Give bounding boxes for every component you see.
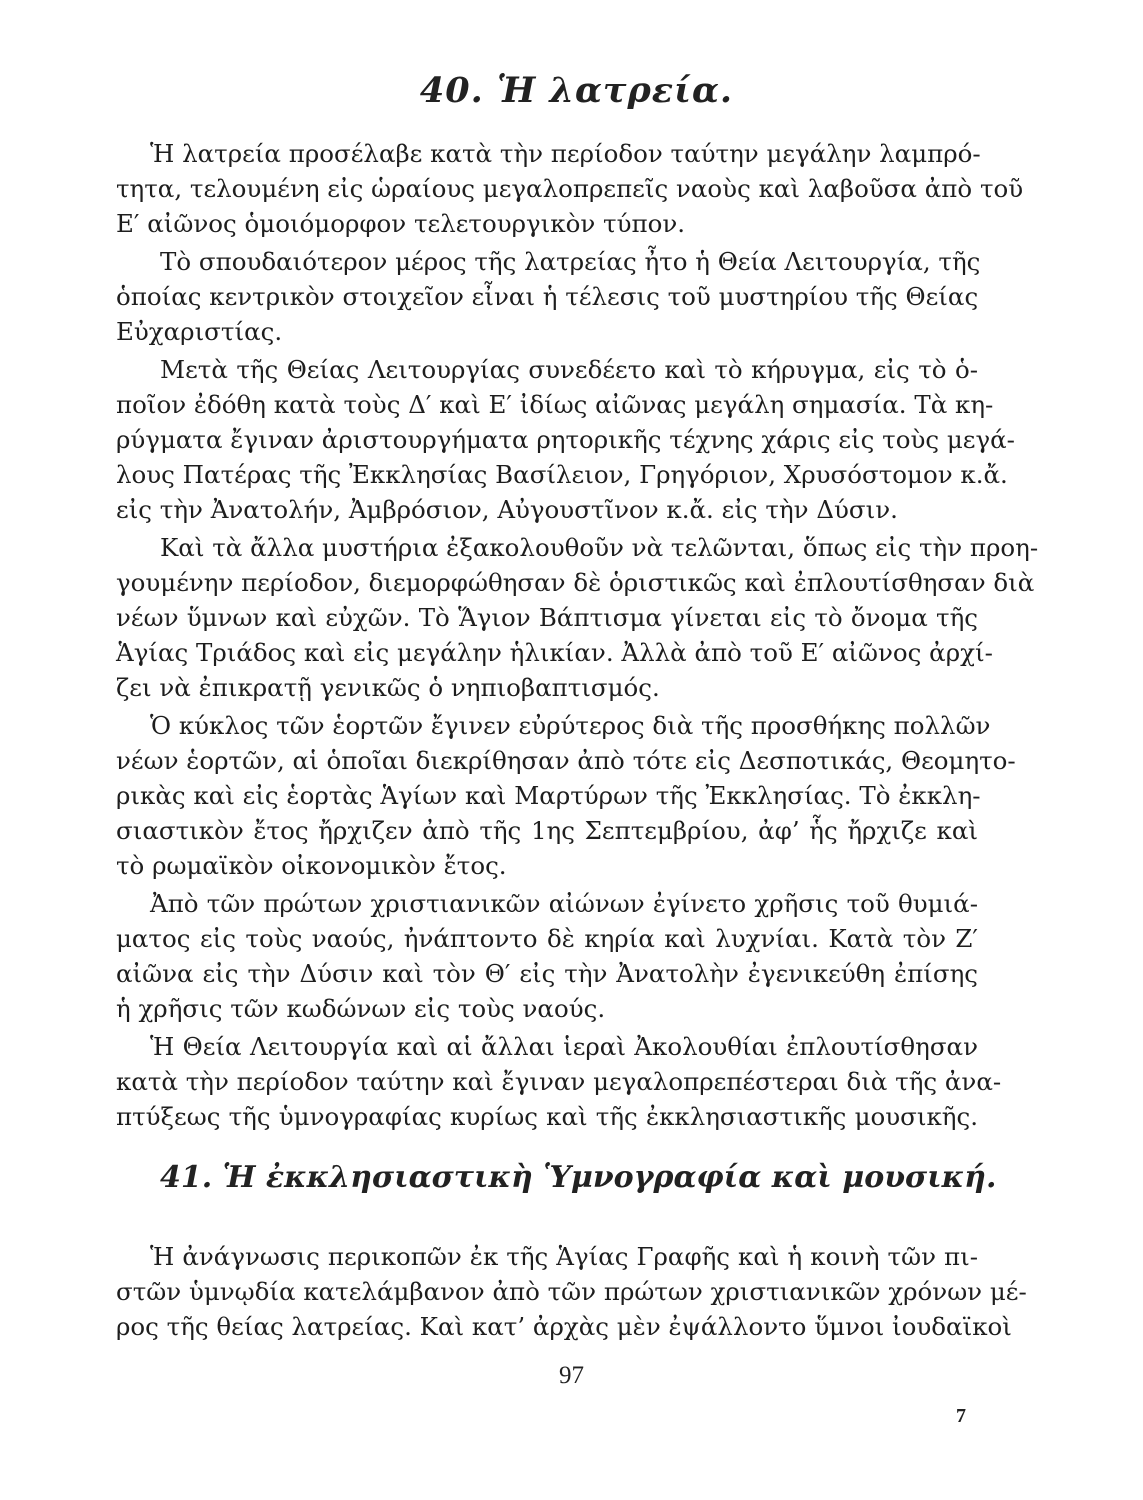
text-line: Καὶ τὰ ἄλλα μυστήρια ἐξακολουθοῦν νὰ τελῶνται, ὅπως εἰς τὴν προη-	[160, 533, 1039, 562]
text-line: κατὰ τὴν περίοδον ταύτην καὶ ἔγιναν μεγαλοπρεπέστεραι διὰ τῆς ἀνα-	[116, 1067, 1002, 1096]
text-line: Ἡ λατρεία προσέλαβε κατὰ τὴν περίοδον ταύτην μεγάλην λαμπρό-	[150, 139, 981, 168]
page-number: 97	[559, 1362, 584, 1389]
text-line: ματος εἰς τοὺς ναούς, ἠνάπτοντο δὲ κηρία καὶ λυχνίαι. Κατὰ τὸν Ζ′	[116, 924, 978, 953]
text-line: τὸ ρωμαϊκὸν οἰκονομικὸν ἔτος.	[116, 851, 507, 880]
section-41-heading: 41. Ἡ ἐκκλησιαστικὴ Ὑμνογραφία καὶ μουσική.	[160, 1160, 997, 1195]
text-line: Τὸ σπουδαιότερον μέρος τῆς λατρείας ἦτο ἡ Θεία Λειτουργία, τῆς	[160, 247, 981, 276]
text-line: ἡ χρῆσις τῶν κωδώνων εἰς τοὺς ναούς.	[116, 994, 606, 1023]
text-line: Ὁ κύκλος τῶν ἑορτῶν ἔγινεν εὐρύτερος διὰ τῆς προσθήκης πολλῶν	[150, 711, 991, 740]
text-line: Ἡ ἀνάγνωσις περικοπῶν ἐκ τῆς Ἁγίας Γραφῆς καὶ ἡ κοινὴ τῶν πι-	[150, 1242, 978, 1271]
signature-mark: 7	[956, 1405, 966, 1427]
text-line: ρύγματα ἔγιναν ἀριστουργήματα ρητορικῆς τέχνης χάρις εἰς τοὺς μεγά-	[116, 425, 1015, 454]
text-line: ρος τῆς θείας λατρείας. Καὶ κατ’ ἀρχὰς μὲν ἐψάλλοντο ὕμνοι ἰουδαϊκοὶ	[116, 1312, 1012, 1341]
text-line: τητα, τελουμένη εἰς ὡραίους μεγαλοπρεπεῖς ναοὺς καὶ λαβοῦσα ἀπὸ τοῦ	[116, 174, 1024, 203]
text-line: Ἁγίας Τριάδος καὶ εἰς μεγάλην ἡλικίαν. Ἀλλὰ ἀπὸ τοῦ Ε′ αἰῶνος ἀρχί-	[116, 638, 993, 667]
text-line: ρικὰς καὶ εἰς ἑορτὰς Ἁγίων καὶ Μαρτύρων τῆς Ἐκκλησίας. Τὸ ἐκκλη-	[116, 781, 981, 810]
text-line: ποῖον ἐδόθη κατὰ τοὺς Δ′ καὶ Ε′ ἰδίως αἰῶνας μεγάλη σημασία. Τὰ κη-	[116, 390, 994, 419]
text-line: νέων ἑορτῶν, αἱ ὁποῖαι διεκρίθησαν ἀπὸ τότε εἰς Δεσποτικάς, Θεομητο-	[116, 746, 1016, 775]
text-line: Ε′ αἰῶνος ὁμοιόμορφον τελετουργικὸν τύπον.	[116, 209, 686, 238]
text-line: Ἡ Θεία Λειτουργία καὶ αἱ ἄλλαι ἱεραὶ Ἀκολουθίαι ἐπλουτίσθησαν	[150, 1032, 978, 1061]
text-line: ζει νὰ ἐπικρατῇ γενικῶς ὁ νηπιοβαπτισμός.	[116, 673, 660, 702]
text-line: αἰῶνα εἰς τὴν Δύσιν καὶ τὸν Θ′ εἰς τὴν Ἀνατολὴν ἐγενικεύθη ἐπίσης	[116, 959, 978, 988]
text-line: Εὐχαριστίας.	[116, 317, 283, 346]
text-line: πτύξεως τῆς ὑμνογραφίας κυρίως καὶ τῆς ἐκκλησιαστικῆς μουσικῆς.	[116, 1102, 978, 1131]
text-line: Μετὰ τῆς Θείας Λειτουργίας συνεδέετο καὶ τὸ κήρυγμα, εἰς τὸ ὁ-	[160, 355, 978, 384]
text-line: εἰς τὴν Ἀνατολήν, Ἀμβρόσιον, Αὐγουστῖνον κ.ἄ. εἰς τὴν Δύσιν.	[116, 495, 898, 524]
text-line: γουμένην περίοδον, διεμορφώθησαν δὲ ὁριστικῶς καὶ ἐπλουτίσθησαν διὰ	[116, 568, 1035, 597]
text-line: λους Πατέρας τῆς Ἐκκλησίας Βασίλειον, Γρηγόριον, Χρυσόστομον κ.ἄ.	[116, 460, 1008, 489]
text-line: στῶν ὑμνῳδία κατελάμβανον ἀπὸ τῶν πρώτων χριστιανικῶν χρόνων μέ-	[116, 1277, 1027, 1306]
text-line: ὁποίας κεντρικὸν στοιχεῖον εἶναι ἡ τέλεσις τοῦ μυστηρίου τῆς Θείας	[116, 282, 979, 311]
text-line: Ἀπὸ τῶν πρώτων χριστιανικῶν αἰώνων ἐγίνετο χρῆσις τοῦ θυμιά-	[150, 889, 978, 918]
section-40-heading: 40. Ἡ λατρεία.	[419, 70, 734, 111]
text-line: νέων ὕμνων καὶ εὐχῶν. Τὸ Ἅγιον Βάπτισμα γίνεται εἰς τὸ ὄνομα τῆς	[116, 603, 978, 632]
text-line: σιαστικὸν ἔτος ἤρχιζεν ἀπὸ τῆς 1ης Σεπτεμβρίου, ἀφ’ ἧς ἤρχιζε καὶ	[116, 816, 978, 845]
